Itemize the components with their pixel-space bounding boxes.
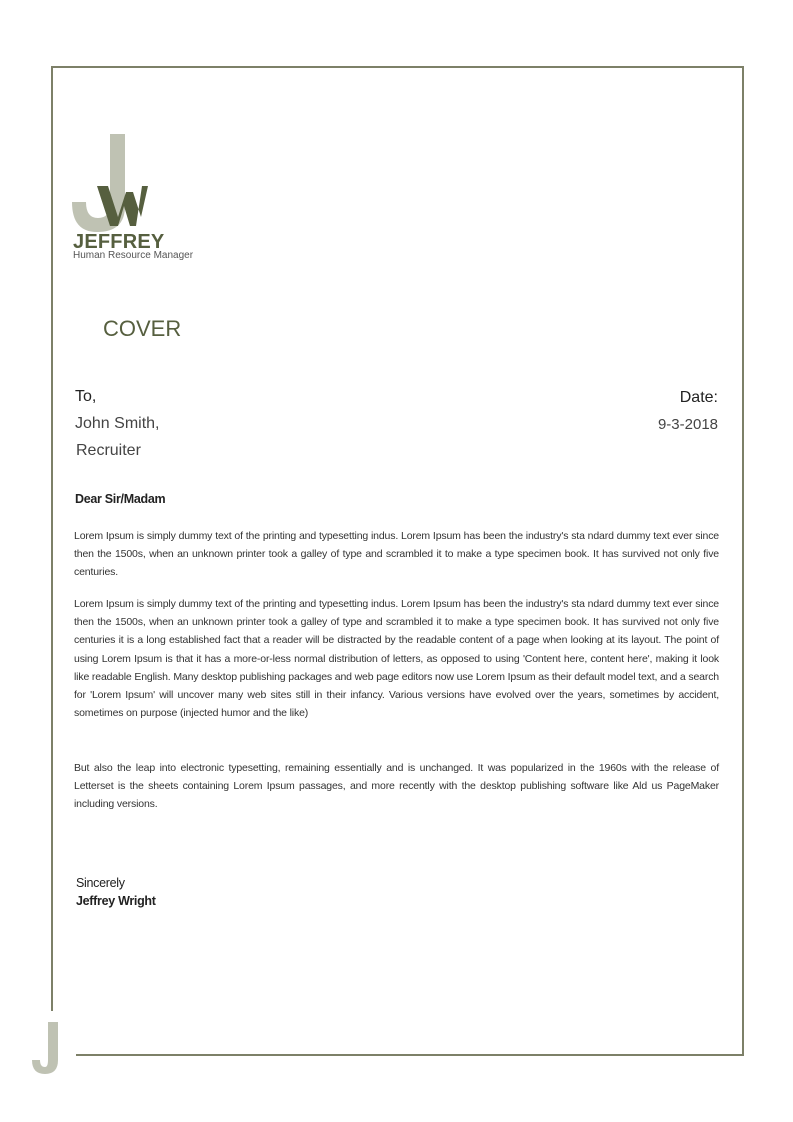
page-border-right: [742, 66, 744, 1056]
salutation: Dear Sir/Madam: [75, 492, 166, 506]
page-border-bottom: [76, 1054, 744, 1056]
signer-name: Jeffrey Wright: [76, 894, 156, 908]
body-paragraph: But also the leap into electronic typesetting, remaining essentially and is unchanged. It was popularized in the 1960s with the release of Letterset is the sheets containing Lorem Ipsum passages, and more recently with the desktop publishing software like Ald us PageMaker including versions.: [74, 762, 719, 811]
body-paragraph: Lorem Ipsum is simply dummy text of the printing and typesetting indus. Lorem Ipsum has been the industry's sta ndard dummy text ever since then the 1500s, when an unknown printer took a galley of type and scrambled it to make a type specimen book. It has survived not only five centuries.: [74, 530, 719, 579]
document-title: COVER: [103, 316, 182, 341]
recipient-label: To,: [75, 388, 97, 405]
jw-monogram-logo: [70, 134, 150, 234]
recipient-name: John Smith,: [75, 415, 160, 432]
footer-j-monogram: [30, 1022, 64, 1076]
sender-role: Human Resource Manager: [73, 250, 194, 261]
page-border-left: [51, 66, 53, 1011]
recipient-role: Recruiter: [76, 442, 141, 459]
body-paragraph: Lorem Ipsum is simply dummy text of the printing and typesetting indus. Lorem Ipsum has been the industry's sta ndard dummy text ever since then the 1500s, when an unknown printer took a galley of type and scrambled it to make a type specimen book. It has survived not only five centuries it is a long established fact that a reader will be distracted by the readable content of a page when looking at its layout. The point of using Lorem Ipsum is that it has a more-or-less normal distribution of letters, as opposed to using 'Content here, content here', making it look like readable English. Many desktop publishing packages and web page editors now use Lorem Ipsum as their default model text, and a search for 'Lorem Ipsum' will uncover many web sites still in their infancy. Various versions have evolved over the years, sometimes by accident, sometimes on purpose (injected humor and the like): [74, 598, 719, 720]
page-border-top: [51, 66, 744, 68]
closing-line: Sincerely: [76, 876, 125, 890]
date-value: 9-3-2018: [657, 416, 718, 433]
sender-name: JEFFREY: [73, 231, 165, 253]
date-label: Date:: [679, 389, 718, 406]
